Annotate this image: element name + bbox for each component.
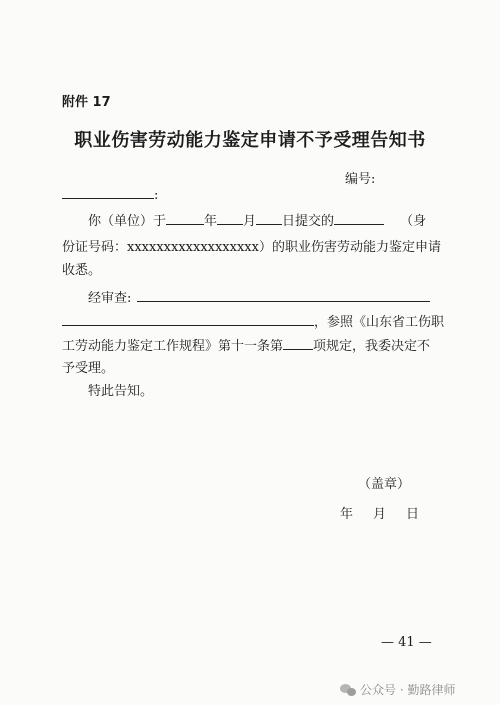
recipient-blank — [62, 186, 154, 199]
recipient-colon: : — [154, 188, 159, 203]
serial-number-label: 编号: — [345, 172, 376, 187]
day-submitted-text: 日提交的 — [282, 214, 335, 229]
month-text: 月 — [243, 214, 257, 229]
para2-line2 — [62, 313, 444, 331]
date-year: 年 — [340, 507, 354, 522]
month-blank — [217, 212, 243, 225]
date-month: 月 — [373, 507, 387, 522]
article-item-blank — [283, 337, 313, 350]
year-text: 年 — [204, 214, 218, 229]
para1-line2: 份证号码：xxxxxxxxxxxxxxxxxx）的职业伤害劳动能力鉴定申请 — [62, 240, 441, 255]
watermark — [340, 681, 455, 698]
recipient-line — [62, 186, 158, 204]
para2-line3-prefix: 工劳动能力鉴定工作规程》第十一条第 — [62, 339, 284, 354]
review-blank-1 — [137, 289, 430, 302]
para1-line1 — [88, 212, 426, 230]
refer-text: ，参照《山东省工伤职 — [314, 315, 445, 330]
para2-line1 — [88, 289, 430, 307]
para1-line3: 收悉。 — [62, 263, 102, 278]
para2-line3 — [62, 337, 430, 355]
day-blank — [256, 212, 282, 225]
seal-label: （盖章） — [358, 477, 411, 492]
signature-date — [340, 503, 419, 522]
closing-text: 特此告知。 — [88, 384, 154, 399]
date-day: 日 — [406, 507, 420, 522]
para2-line4: 予受理。 — [62, 361, 115, 376]
submission-blank — [334, 212, 384, 225]
document-title: 职业伤害劳动能力鉴定申请不予受理告知书 — [74, 130, 426, 151]
watermark-text: 公众号 · 勤路律师 — [360, 683, 456, 697]
wechat-icon — [340, 683, 356, 697]
review-label: 经审查: — [88, 291, 132, 306]
attachment-label: 附件 17 — [62, 95, 111, 110]
page-number: — 41 — — [381, 635, 432, 650]
id-open-text: （身 — [400, 214, 427, 229]
review-blank-2 — [62, 313, 314, 326]
para1-prefix: 你（单位）于 — [88, 214, 167, 229]
para2-line3-suffix: 项规定，我委决定不 — [313, 339, 431, 354]
year-blank — [166, 212, 204, 225]
